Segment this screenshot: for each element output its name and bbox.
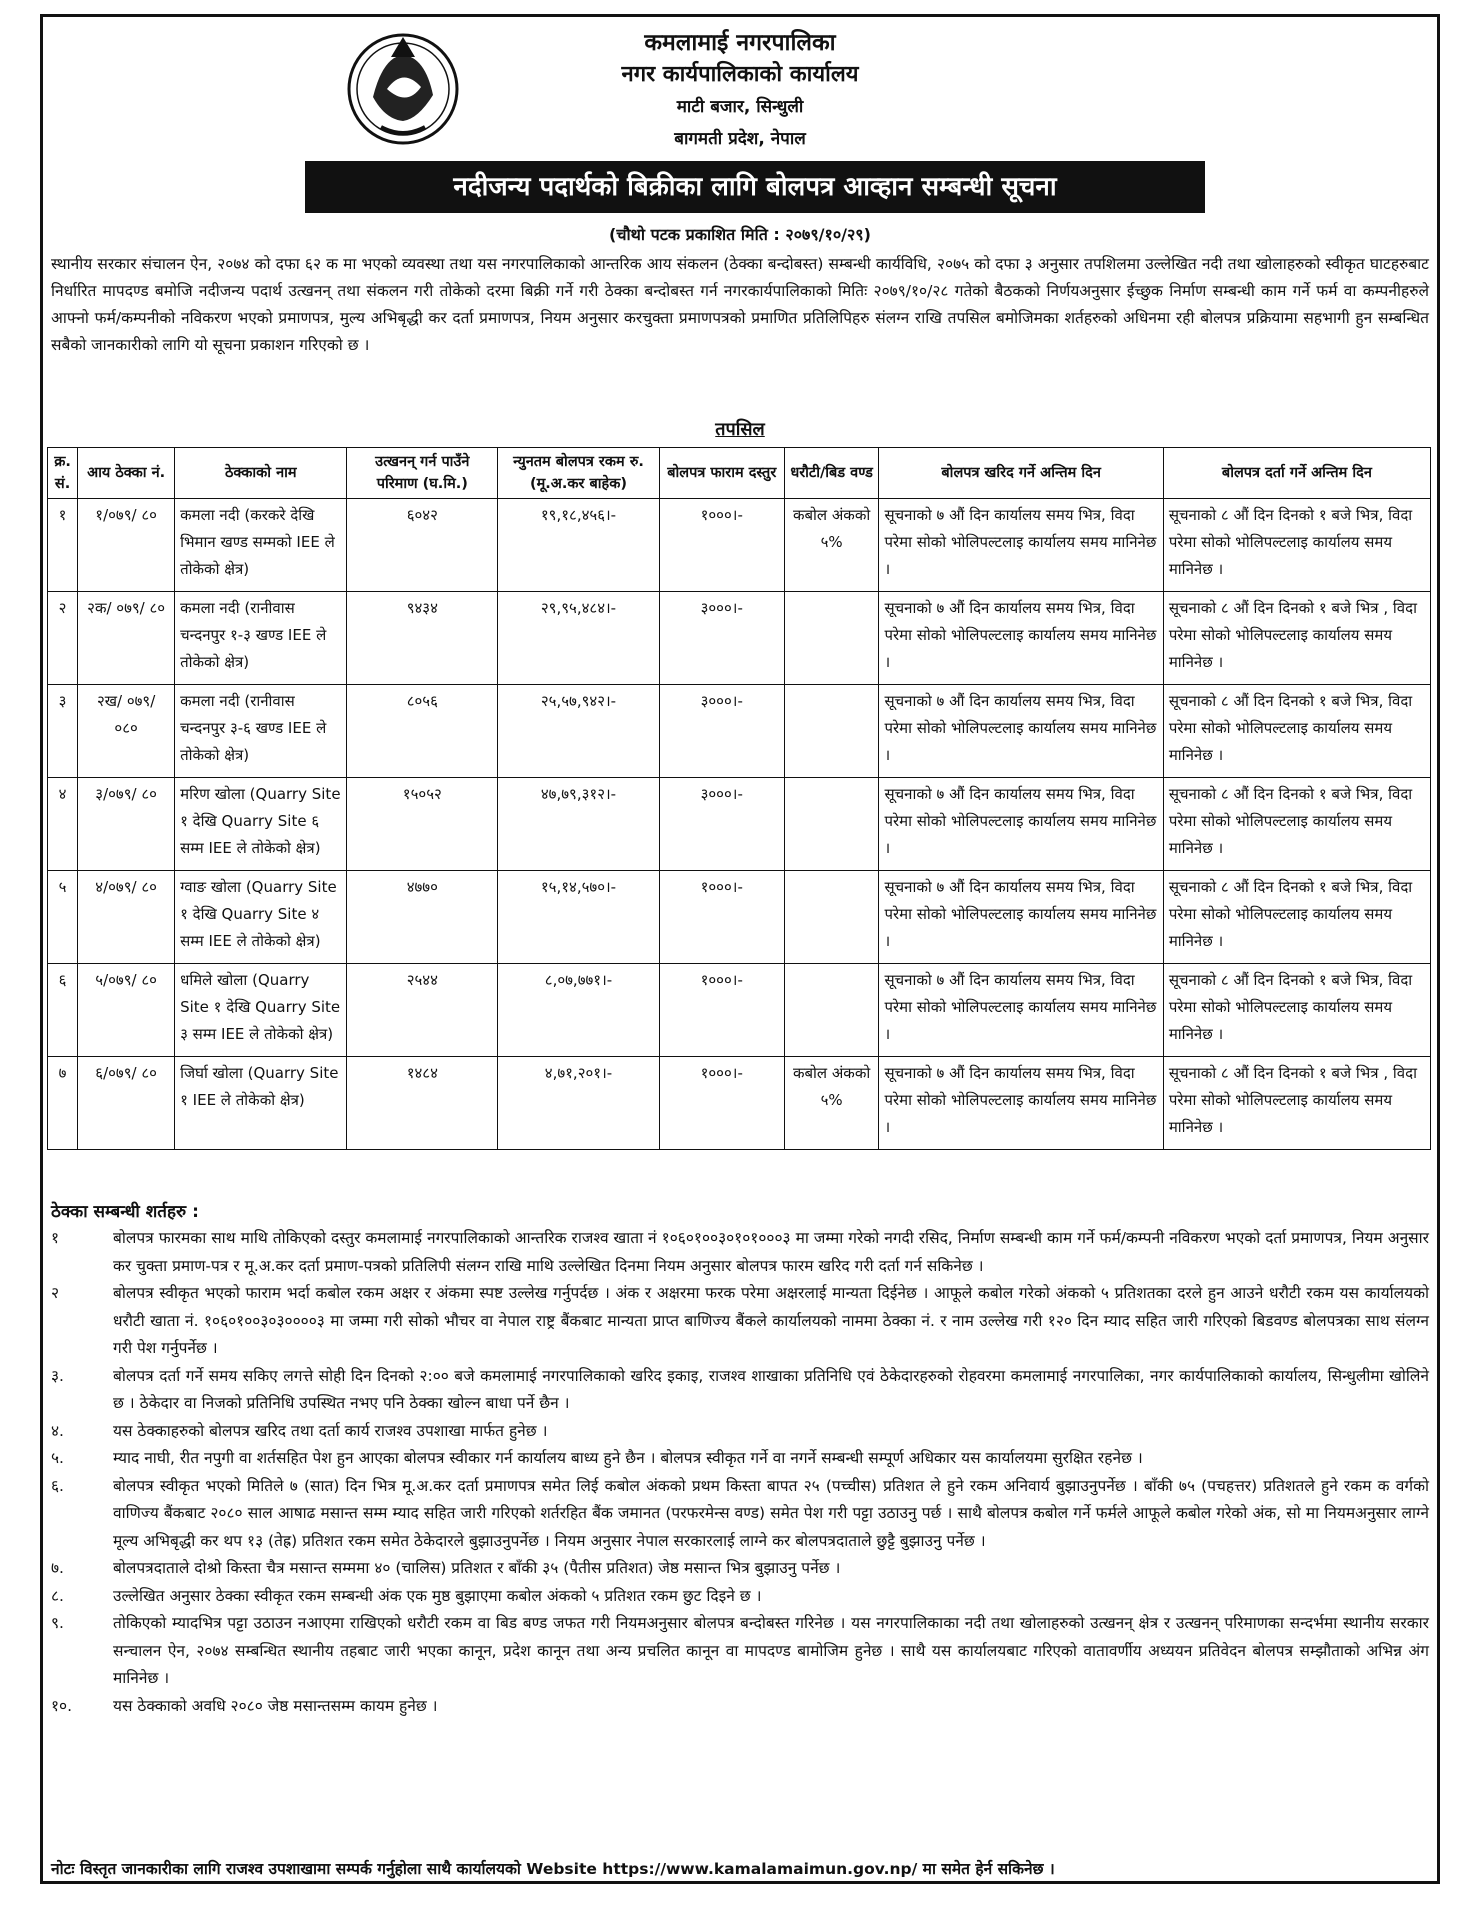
details-heading: तपसिल [715, 419, 765, 440]
cell-quantity: ४७७० [347, 871, 498, 964]
cell-buy-deadline: सूचनाको ७ औं दिन कार्यालय समय भित्र, विदा परेमा सोको भोलिपल्टलाइ कार्यालय समय मानिनेछ । [879, 778, 1163, 871]
publication-date: (चौथो पटक प्रकाशित मिति : २०७९/१०/२९) [609, 225, 871, 244]
condition-number: २ [51, 1284, 60, 1302]
bid-table [47, 447, 1431, 1150]
cell-sn: १ [48, 499, 78, 592]
cell-buy-deadline: सूचनाको ७ औं दिन कार्यालय समय भित्र, विदा परेमा सोको भोलिपल्टलाइ कार्यालय समय मानिनेछ । [879, 499, 1163, 592]
cell-contract-no: ४/०७९/ ८० [78, 871, 175, 964]
table-row [48, 964, 1431, 1057]
cell-amount: १५,१४,५७०।- [498, 871, 660, 964]
col-header-sn: क्र. सं. [48, 448, 78, 499]
condition-text: उल्लेखित अनुसार ठेक्का स्वीकृत रकम सम्बन्धी अंक एक मुष्ठ बुझाएमा कबोल अंकको ५ प्रतिशत रकम छुट दिइने छ । [113, 1586, 762, 1605]
cell-register-deadline: सूचनाको ८ औं दिन दिनको १ बजे भित्र, विदा परेमा सोको भोलिपल्टलाइ कार्यालय समय मानिनेछ । [1163, 778, 1430, 871]
col-header-quantity: उत्खनन् गर्न पाउँने परिमाण (घ.मि.) [347, 448, 498, 499]
condition-text: बोलपत्र दर्ता गर्ने समय सकिए लगत्ते सोही दिन दिनको २:०० बजे कमलामाई नगरपालिकाको खरिद इकाइ, राजश्व शाखाका प्रतिनिधि एवं ठेकेदारहरुको रोहवरमा कमलामाई नगरपालिका, नगर कार्यपालिकाको कार्यालय, सिन्धुलीमा खोलिने छ । ठेकेदार वा निजको प्रतिनिधि उपस्थित नभए पनि ठेक्का खोल्न बाधा पर्ने छैन । [113, 1366, 1429, 1412]
cell-register-deadline: सूचनाको ८ औं दिन दिनको १ बजे भित्र , विदा परेमा सोको भोलिपल्टलाइ कार्यालय समय मानिनेछ । [1163, 1057, 1430, 1150]
office-name: नगर कार्यपालिकाको कार्यालय [621, 62, 859, 87]
cell-amount: २९,९५,४८४।- [498, 592, 660, 685]
col-header-register-deadline: बोलपत्र दर्ता गर्ने अन्तिम दिन [1163, 448, 1430, 499]
cell-contract-no: ३/०७९/ ८० [78, 778, 175, 871]
condition-text: बोलपत्रदाताले दोश्रो किस्ता चैत्र मसान्त सम्ममा ४० (चालिस) प्रतिशत र बाँकी ३५ (पैतीस प्रतिशत) जेष्ठ मसान्त भित्र बुझाउनु पर्नेछ । [113, 1559, 841, 1577]
intro-paragraph: स्थानीय सरकार संचालन ऐन, २०७४ को दफा ६२ क मा भएको व्यवस्था तथा यस नगरपालिकाको आन्तरिक आय संकलन (ठेक्का बन्दोबस्त) सम्बन्धी कार्यविधि, २०७५ को दफा ३ अनुसार तपशिलमा उल्लेखित नदी तथा खोलाहरुको स्वीकृत घाटहरुबाट निर्धारित मापदण्ड बमोजि नदीजन्य पदार्थ उत्खनन् तथा संकलन गरी तोकेको दरमा बिक्री गर्ने गरी ठेक्का बन्दोबस्त गर्न नगरकार्यपालिकाको मितिः २०७९/१०/२८ गतेको बैठकको निर्णयअनुसार ईच्छुक निर्माण सम्बन्धी काम गर्ने फर्म वा कम्पनीहरुले आफ्नो फर्म/कम्पनीको नविकरण भएको प्रमाणपत्र, मुल्य अभिबृद्धी कर दर्ता प्रमाणपत्र, नियम अनुसार करचुक्ता प्रमाणपत्रको प्रमाणित प्रतिलिपिहरु संलग्न राखि तपसिल बमोजिमका शर्तहरुको अधिनमा रही बोलपत्र प्रक्रियामा सहभागी हुन सम्बन्धित सबैको जानकारीको लागि यो सूचना प्रकाशन गरिएको छ । [51, 255, 1429, 354]
condition-number: ४. [51, 1421, 64, 1440]
cell-sn: ४ [48, 778, 78, 871]
list-item [51, 1280, 1429, 1363]
condition-text: बोलपत्र फारमका साथ माथि तोकिएको दस्तुर कमलामाई नगरपालिकाको आन्तरिक राजश्व खाता नं १०६०१००३०१०१०००३ मा जम्मा गरेको नगदी रसिद, निर्माण सम्बन्धी काम गर्ने फर्म/कम्पनी नविकरण भएको दर्ता प्रमाणपत्र, नियम अनुसार कर चुक्ता प्रमाण-पत्र र मू.अ.कर दर्ता प्रमाण-पत्रको प्रतिलिपी संलग्न राखि माथि उल्लेखित दिनमा नियम अनुसार बोलपत्र फारम खरिद गरी दर्ता गर्न सकिनेछ । [113, 1229, 1429, 1275]
cell-quantity: २५४४ [347, 964, 498, 1057]
conditions-heading: ठेक्का सम्बन्धी शर्तहरु : [51, 1202, 199, 1222]
cell-quantity: १४८४ [347, 1057, 498, 1150]
cell-deposit: कबोल अंकको ५% [784, 1057, 879, 1150]
cell-name: ग्वाङ खोला (Quarry Site १ देखि Quarry Site ४ सम्म IEE ले तोकेको क्षेत्र) [175, 871, 347, 964]
list-item [51, 1363, 1429, 1418]
cell-fee: १०००।- [659, 964, 784, 1057]
cell-fee: १०००।- [659, 871, 784, 964]
table-row [48, 871, 1431, 964]
cell-buy-deadline: सूचनाको ७ औं दिन कार्यालय समय भित्र, विदा परेमा सोको भोलिपल्टलाइ कार्यालय समय मानिनेछ । [879, 1057, 1163, 1150]
table-row [48, 592, 1431, 685]
cell-contract-no: २ख/ ०७९/ ०८० [78, 685, 175, 778]
table-header-row [48, 448, 1431, 499]
cell-quantity: ८०५६ [347, 685, 498, 778]
municipality-name: कमलामाई नगरपालिका [644, 30, 836, 56]
condition-text: बोलपत्र स्वीकृत भएको मितिले ७ (सात) दिन भित्र मू.अ.कर दर्ता प्रमाणपत्र समेत लिई कबोल अंकको प्रथम किस्ता बापत २५ (पच्चीस) प्रतिशत ले हुने रकम अनिवार्य बुझाउनुपर्नेछ । बाँकी ७५ (पचहत्तर) प्रतिशतले हुने रकम क वर्गको वाणिज्य बैंकबाट २०८० साल आषाढ मसान्त सम्म म्याद सहित जारी गरिएको शर्तरहित बैंक जमानत (परफरमेन्स वण्ड) समेत पेश गरी पट्टा उठाउनु पर्छ । साथै बोलपत्र कबोल गर्ने फर्मले आफूले कबोल गरेको अंक, सो मा नियमअनुसार लाग्ने मूल्य अभिबृद्धी कर थप १३ (तेह्र) प्रतिशत रकम समेत ठेकेदारले बुझाउनुपर्नेछ । नियम अनुसार नेपाल सरकारलाई लाग्ने कर बोलपत्रदाताले छुट्टै बुझाउनु पर्नेछ । [113, 1476, 1429, 1550]
condition-number: ७. [51, 1559, 64, 1577]
table-row [48, 1057, 1431, 1150]
cell-fee: ३०००।- [659, 685, 784, 778]
cell-name: जिर्घा खोला (Quarry Site १ IEE ले तोकेको क्षेत्र) [175, 1057, 347, 1150]
table-row [48, 499, 1431, 592]
col-header-fee: बोलपत्र फाराम दस्तुर [659, 448, 784, 499]
condition-number: ८. [51, 1586, 64, 1605]
cell-amount: ८,०७,७७१।- [498, 964, 660, 1057]
footer-note: नोटः विस्तृत जानकारीका लागि राजश्व उपशाखामा सम्पर्क गर्नुहोला साथै कार्यालयको Website https://www.kamalamaimun.gov.np/ मा समेत हेर्न सकिनेछ । [51, 1860, 1055, 1878]
province-name: बागमती प्रदेश, नेपाल [674, 129, 806, 149]
cell-register-deadline: सूचनाको ८ औं दिन दिनको १ बजे भित्र, विदा परेमा सोको भोलिपल्टलाइ कार्यालय समय मानिनेछ । [1163, 499, 1430, 592]
list-item [51, 1445, 1429, 1473]
conditions-list [51, 1225, 1429, 1720]
cell-amount: ४,७१,२०१।- [498, 1057, 660, 1150]
office-address: माटी बजार, सिन्धुली [676, 97, 804, 117]
condition-text: यस ठेक्काहरुको बोलपत्र खरिद तथा दर्ता कार्य राजश्व उपशाखा मार्फत हुनेछ । [113, 1421, 548, 1440]
cell-sn: २ [48, 592, 78, 685]
cell-name: कमला नदी (रानीवास चन्दनपुर १-३ खण्ड IEE ले तोकेको क्षेत्र) [175, 592, 347, 685]
cell-quantity: ६०४२ [347, 499, 498, 592]
list-item [51, 1555, 1429, 1583]
col-header-name: ठेक्काको नाम [175, 448, 347, 499]
notice-page [40, 14, 1440, 1884]
cell-contract-no: ५/०७९/ ८० [78, 964, 175, 1057]
cell-fee: ३०००।- [659, 592, 784, 685]
condition-number: ९. [51, 1614, 64, 1632]
cell-sn: ६ [48, 964, 78, 1057]
cell-deposit [784, 778, 879, 871]
cell-deposit: कबोल अंकको ५% [784, 499, 879, 592]
cell-amount: २५,५७,९४२।- [498, 685, 660, 778]
cell-amount: १९,१८,४५६।- [498, 499, 660, 592]
cell-contract-no: ६/०७९/ ८० [78, 1057, 175, 1150]
cell-deposit [784, 964, 879, 1057]
list-item [51, 1693, 1429, 1721]
col-header-amount: न्युनतम बोलपत्र रकम रु. (मू.अ.कर बाहेक) [498, 448, 660, 499]
list-item [51, 1225, 1429, 1280]
condition-text: बोलपत्र स्वीकृत भएको फाराम भर्दा कबोल रकम अक्षर र अंकमा स्पष्ट उल्लेख गर्नुपर्दछ । अंक र अक्षरमा फरक परेमा अक्षरलाई मान्यता दिईनेछ । आफूले कबोल गरेको अंकको ५ प्रतिशतका दरले हुन आउने धरौटी रकम यस कार्यालयको धरौटी खाता नं. १०६०१००३०३००००३ मा जम्मा गरी सोको भौचर वा नेपाल राष्ट्र बैंकबाट मान्यता प्राप्त बाणिज्य बैंकले कार्यालयको नाममा ठेक्का नं. र नाम उल्लेख गरी १२० दिन म्याद सहित जारी गरिएको बिडवण्ड बोलपत्रका साथ संलग्न गरी पेश गर्नुपर्नेछ । [113, 1284, 1429, 1357]
cell-quantity: १५०५२ [347, 778, 498, 871]
condition-text: यस ठेक्काको अवधि २०८० जेष्ठ मसान्तसम्म कायम हुनेछ । [113, 1696, 438, 1715]
col-header-contract-no: आय ठेक्का नं. [78, 448, 175, 499]
cell-name: कमला नदी (करकरे देखि भिमान खण्ड सम्मको IEE ले तोकेको क्षेत्र) [175, 499, 347, 592]
condition-text: म्याद नाघी, रीत नपुगी वा शर्तसहित पेश हुन आएका बोलपत्र स्वीकार गर्न कार्यालय बाध्य हुने छैन । बोलपत्र स्वीकृत गर्ने वा नगर्ने सम्बन्धी सम्पूर्ण अधिकार यस कार्यालयमा सुरक्षित रहनेछ । [113, 1449, 1143, 1467]
cell-deposit [784, 685, 879, 778]
cell-name: मरिण खोला (Quarry Site १ देखि Quarry Site ६ सम्म IEE ले तोकेको क्षेत्र) [175, 778, 347, 871]
cell-fee: ३०००।- [659, 778, 784, 871]
cell-buy-deadline: सूचनाको ७ औं दिन कार्यालय समय भित्र, विदा परेमा सोको भोलिपल्टलाइ कार्यालय समय मानिनेछ । [879, 592, 1163, 685]
col-header-deposit: धरौटी/बिड वण्ड [784, 448, 879, 499]
cell-name: कमला नदी (रानीवास चन्दनपुर ३-६ खण्ड IEE ले तोकेको क्षेत्र) [175, 685, 347, 778]
condition-number: १ [51, 1229, 60, 1247]
cell-fee: १०००।- [659, 1057, 784, 1150]
list-item [51, 1418, 1429, 1446]
cell-name: धमिले खोला (Quarry Site १ देखि Quarry Site ३ सम्म IEE ले तोकेको क्षेत्र) [175, 964, 347, 1057]
cell-sn: ३ [48, 685, 78, 778]
cell-fee: १०००।- [659, 499, 784, 592]
list-item [51, 1473, 1429, 1556]
cell-deposit [784, 592, 879, 685]
cell-buy-deadline: सूचनाको ७ औं दिन कार्यालय समय भित्र, विदा परेमा सोको भोलिपल्टलाइ कार्यालय समय मानिनेछ । [879, 871, 1163, 964]
condition-number: ५. [51, 1449, 64, 1467]
table-row [48, 778, 1431, 871]
cell-register-deadline: सूचनाको ८ औं दिन दिनको १ बजे भित्र, विदा परेमा सोको भोलिपल्टलाइ कार्यालय समय मानिनेछ । [1163, 685, 1430, 778]
cell-quantity: ९४३४ [347, 592, 498, 685]
notice-title: नदीजन्य पदार्थको बिक्रीका लागि बोलपत्र आव्हान सम्बन्धी सूचना [305, 161, 1205, 213]
list-item [51, 1610, 1429, 1693]
cell-contract-no: २क/ ०७९/ ८० [78, 592, 175, 685]
col-header-buy-deadline: बोलपत्र खरिद गर्ने अन्तिम दिन [879, 448, 1163, 499]
condition-number: ३. [51, 1366, 64, 1385]
list-item [51, 1583, 1429, 1611]
cell-contract-no: १/०७९/ ८० [78, 499, 175, 592]
condition-number: १०. [51, 1696, 73, 1715]
table-row [48, 685, 1431, 778]
cell-sn: ७ [48, 1057, 78, 1150]
cell-register-deadline: सूचनाको ८ औं दिन दिनको १ बजे भित्र, विदा परेमा सोको भोलिपल्टलाइ कार्यालय समय मानिनेछ । [1163, 964, 1430, 1057]
cell-buy-deadline: सूचनाको ७ औं दिन कार्यालय समय भित्र, विदा परेमा सोको भोलिपल्टलाइ कार्यालय समय मानिनेछ । [879, 685, 1163, 778]
cell-sn: ५ [48, 871, 78, 964]
cell-register-deadline: सूचनाको ८ औं दिन दिनको १ बजे भित्र, विदा परेमा सोको भोलिपल्टलाइ कार्यालय समय मानिनेछ । [1163, 871, 1430, 964]
cell-buy-deadline: सूचनाको ७ औं दिन कार्यालय समय भित्र, विदा परेमा सोको भोलिपल्टलाइ कार्यालय समय मानिनेछ । [879, 964, 1163, 1057]
cell-register-deadline: सूचनाको ८ औं दिन दिनको १ बजे भित्र , विदा परेमा सोको भोलिपल्टलाइ कार्यालय समय मानिनेछ । [1163, 592, 1430, 685]
cell-deposit [784, 871, 879, 964]
cell-amount: ४७,७९,३१२।- [498, 778, 660, 871]
condition-text: तोकिएको म्यादभित्र पट्टा उठाउन नआएमा राखिएको धरौटी रकम वा बिड बण्ड जफत गरी नियमअनुसार बोलपत्र बन्दोबस्त गरिनेछ । यस नगरपालिकाका नदी तथा खोलाहरुको उत्खनन् क्षेत्र र उत्खनन् परिमाणका सन्दर्भमा स्थानीय सरकार सन्चालन ऐन, २०७४ सम्बन्धित स्थानीय तहबाट जारी भएका कानून, प्रदेश कानून तथा अन्य प्रचलित कानून वा मापदण्ड बामोजिम हुनेछ । साथै यस कार्यालयबाट गरिएको वातावर्णीय अध्ययन प्रतिवेदन बोलपत्र सम्झौताको अभिन्न अंग मानिनेछ । [113, 1614, 1429, 1687]
condition-number: ६. [51, 1476, 64, 1495]
